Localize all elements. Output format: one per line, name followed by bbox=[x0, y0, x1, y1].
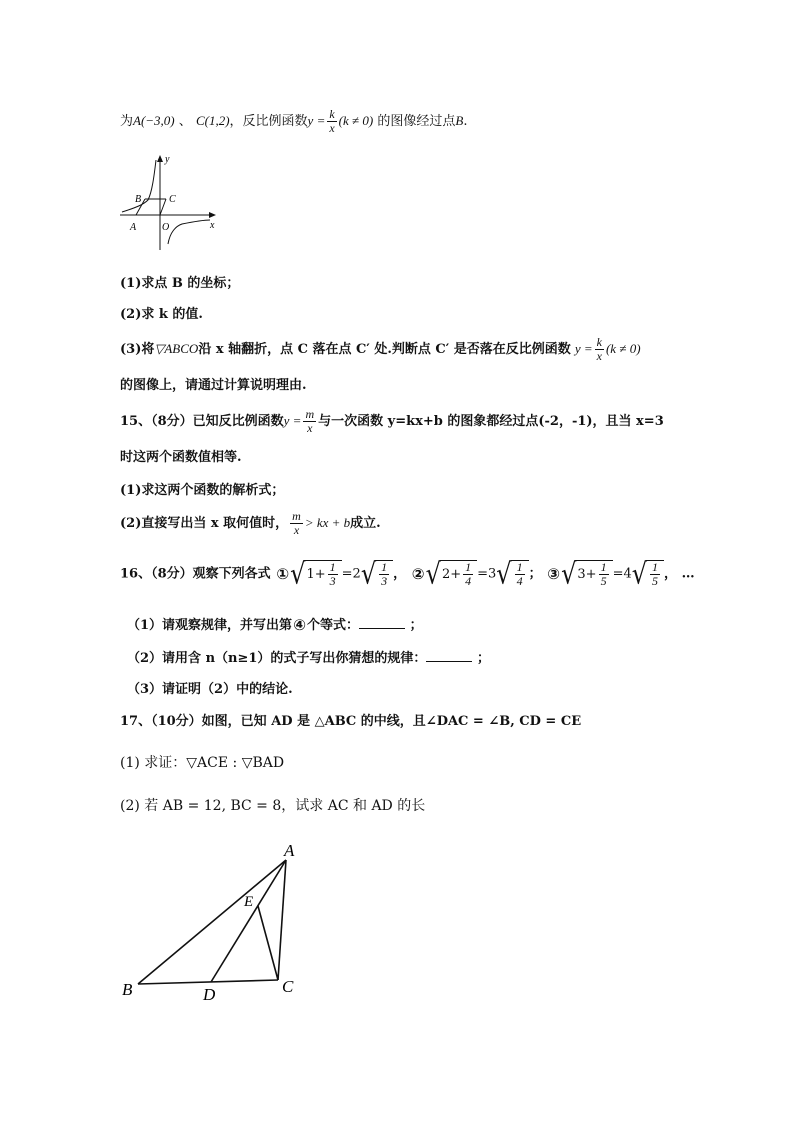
graph-y-label: y bbox=[165, 154, 170, 165]
fig-label-e: E bbox=[244, 894, 254, 910]
ellipsis: … bbox=[681, 566, 695, 582]
q14-part3 bbox=[120, 336, 641, 363]
expr-1: √ 1+ $\frac{1}{3}$ bbox=[290, 560, 341, 588]
expr-1-a: 1+ bbox=[306, 567, 326, 582]
frac-num: 1 bbox=[381, 560, 388, 574]
q15-p2-pre: (2)直接写出当 x 取何值时， bbox=[120, 516, 289, 531]
frac-num: k bbox=[329, 107, 335, 121]
q15-mid-text: 与一次函数 y=kx+b 的图象都经过点(-2，-1)，且当 x=3 bbox=[318, 414, 664, 429]
fig-label-c: C bbox=[282, 977, 294, 996]
q15-p2-post: 成立. bbox=[350, 516, 381, 531]
point-a-coord: A(−3,0) bbox=[133, 113, 175, 128]
k-condition: (k ≠ 0) bbox=[605, 341, 641, 356]
y-equals: y = bbox=[307, 113, 326, 128]
expr-2-rhs: √ $\frac{1}{4}$ bbox=[496, 560, 528, 588]
frac-den: 5 bbox=[600, 574, 607, 588]
frac-den: x bbox=[596, 349, 602, 363]
circled-number-4: ④ bbox=[293, 616, 306, 634]
frac-den: 3 bbox=[381, 574, 388, 588]
circled-number-3: ③ bbox=[547, 564, 560, 583]
point-b: B bbox=[455, 113, 464, 128]
q16-p1-post: 个等式： bbox=[307, 618, 360, 633]
q14-intro-post: 的图像经过点 bbox=[377, 114, 456, 129]
q16-p1-pre: （1）请观察规律，并写出第 bbox=[127, 618, 293, 633]
semicolon: ； bbox=[476, 651, 490, 666]
q14-intro-mid: ，反比例函数 bbox=[229, 114, 308, 129]
q17-part2: (2) 若 AB = 12, BC = 8，试求 AC 和 AD 的长 bbox=[120, 798, 426, 814]
expr-2-coef: =3 bbox=[477, 566, 497, 582]
q15-part1: (1)求这两个函数的解析式； bbox=[120, 483, 285, 498]
q16-part3: （3）请证明（2）中的结论. bbox=[127, 682, 293, 697]
expr-3-coef: =4 bbox=[612, 566, 632, 582]
q14-part3-cont: 的图像上，请通过计算说明理由. bbox=[120, 378, 307, 393]
fraction-m-over-x-2 bbox=[290, 510, 303, 537]
q16-head: 16、（8分）观察下列各式 ① √ 1+ $\frac{1}{3}$ =2 √ $\frac{1}{3}$ ， ② √ 2+ $\frac{1}{4}$ =3 √ $\frac{1}{4}$ ； ③ √ 3+ $\frac{1}{5}$ =4 √ $\frac{1}{5}$ ， … bbox=[120, 557, 695, 591]
expr-2: √ 2+ $\frac{1}{4}$ bbox=[426, 560, 477, 588]
triangle-figure bbox=[118, 838, 308, 1008]
q14-part1: (1)求点 B 的坐标； bbox=[120, 276, 240, 291]
expr-1-coef: =2 bbox=[341, 566, 361, 582]
expr-2-a: 2+ bbox=[441, 567, 462, 582]
q16-part2 bbox=[127, 647, 490, 666]
function-graph bbox=[118, 152, 228, 252]
fraction-k-over-x bbox=[327, 108, 336, 135]
expr-3: √ 3+ $\frac{1}{5}$ bbox=[561, 560, 612, 588]
q15-head-text: 15、（8分）已知反比例函数 bbox=[120, 414, 284, 429]
q15-part2 bbox=[120, 510, 381, 537]
graph-a-label: A bbox=[130, 222, 137, 233]
frac-num: 1 bbox=[329, 560, 336, 574]
frac-num: m bbox=[292, 509, 301, 523]
frac-den: 4 bbox=[516, 574, 523, 588]
answer-blank-1[interactable] bbox=[359, 628, 405, 629]
frac-den: 3 bbox=[329, 574, 336, 588]
q14-p3-mid: 沿 x 轴翻折，点 C 落在点 C′ 处.判断点 C′ 是否落在反比例函数 bbox=[198, 342, 571, 357]
graph-x-label: x bbox=[210, 220, 215, 231]
semicolon: ； bbox=[409, 618, 423, 633]
q14-intro-pre: 为 bbox=[120, 114, 134, 129]
graph-o-label: O bbox=[162, 222, 170, 233]
frac-num: 1 bbox=[516, 560, 523, 574]
fig-label-d: D bbox=[203, 985, 216, 1004]
frac-num: k bbox=[596, 335, 602, 349]
point-c-coord: C(1,2) bbox=[195, 113, 230, 128]
q17-head: 17、（10分）如图，已知 AD 是 △ABC 的中线，且∠DAC = ∠B, CD = CE bbox=[120, 714, 582, 729]
frac-num: 1 bbox=[465, 560, 472, 574]
graph-b-label: B bbox=[135, 194, 142, 205]
q14-part2: (2)求 k 的值. bbox=[120, 307, 203, 322]
answer-blank-2[interactable] bbox=[426, 661, 472, 662]
frac-num: 1 bbox=[600, 560, 607, 574]
q15-cont: 时这两个函数值相等. bbox=[120, 450, 242, 465]
frac-den: x bbox=[329, 121, 335, 135]
fraction-k-over-x-2 bbox=[595, 336, 604, 363]
frac-num: m bbox=[305, 407, 315, 421]
circled-number-1: ① bbox=[276, 564, 290, 583]
fraction-m-over-x bbox=[303, 408, 316, 435]
q14-p3-pre: (3)将 bbox=[120, 342, 155, 357]
y-equals: y = bbox=[283, 413, 302, 428]
parallelogram-abco: ▽ABCO bbox=[154, 341, 199, 356]
q15-head bbox=[120, 408, 664, 435]
fig-label-a: A bbox=[284, 841, 295, 860]
q17-part1: (1) 求证：▽ACE : ▽BAD bbox=[120, 755, 285, 771]
q14-intro bbox=[120, 108, 468, 135]
fig-label-b: B bbox=[122, 980, 133, 999]
frac-den: 5 bbox=[652, 574, 659, 588]
frac-den: x bbox=[293, 523, 300, 537]
expr-1-rhs: √ $\frac{1}{3}$ bbox=[361, 560, 393, 588]
expr-3-rhs: √ $\frac{1}{5}$ bbox=[632, 560, 664, 588]
q16-head-text: 16、（8分）观察下列各式 bbox=[120, 566, 271, 582]
circled-number-2: ② bbox=[411, 564, 425, 583]
expr-3-a: 3+ bbox=[577, 567, 597, 582]
q14-sep: 、 bbox=[178, 114, 192, 129]
y-equals: y = bbox=[574, 341, 593, 356]
period: . bbox=[463, 114, 468, 129]
frac-num: 1 bbox=[652, 560, 659, 574]
frac-den: 4 bbox=[465, 574, 472, 588]
q16-part1 bbox=[127, 614, 423, 633]
k-condition: (k ≠ 0) bbox=[338, 113, 374, 128]
inequality-rhs: > kx + b bbox=[304, 515, 351, 530]
frac-den: x bbox=[307, 421, 313, 435]
graph-c-label: C bbox=[169, 194, 176, 205]
q16-p2-text: （2）请用含 n（n≥1）的式子写出你猜想的规律： bbox=[127, 651, 427, 666]
